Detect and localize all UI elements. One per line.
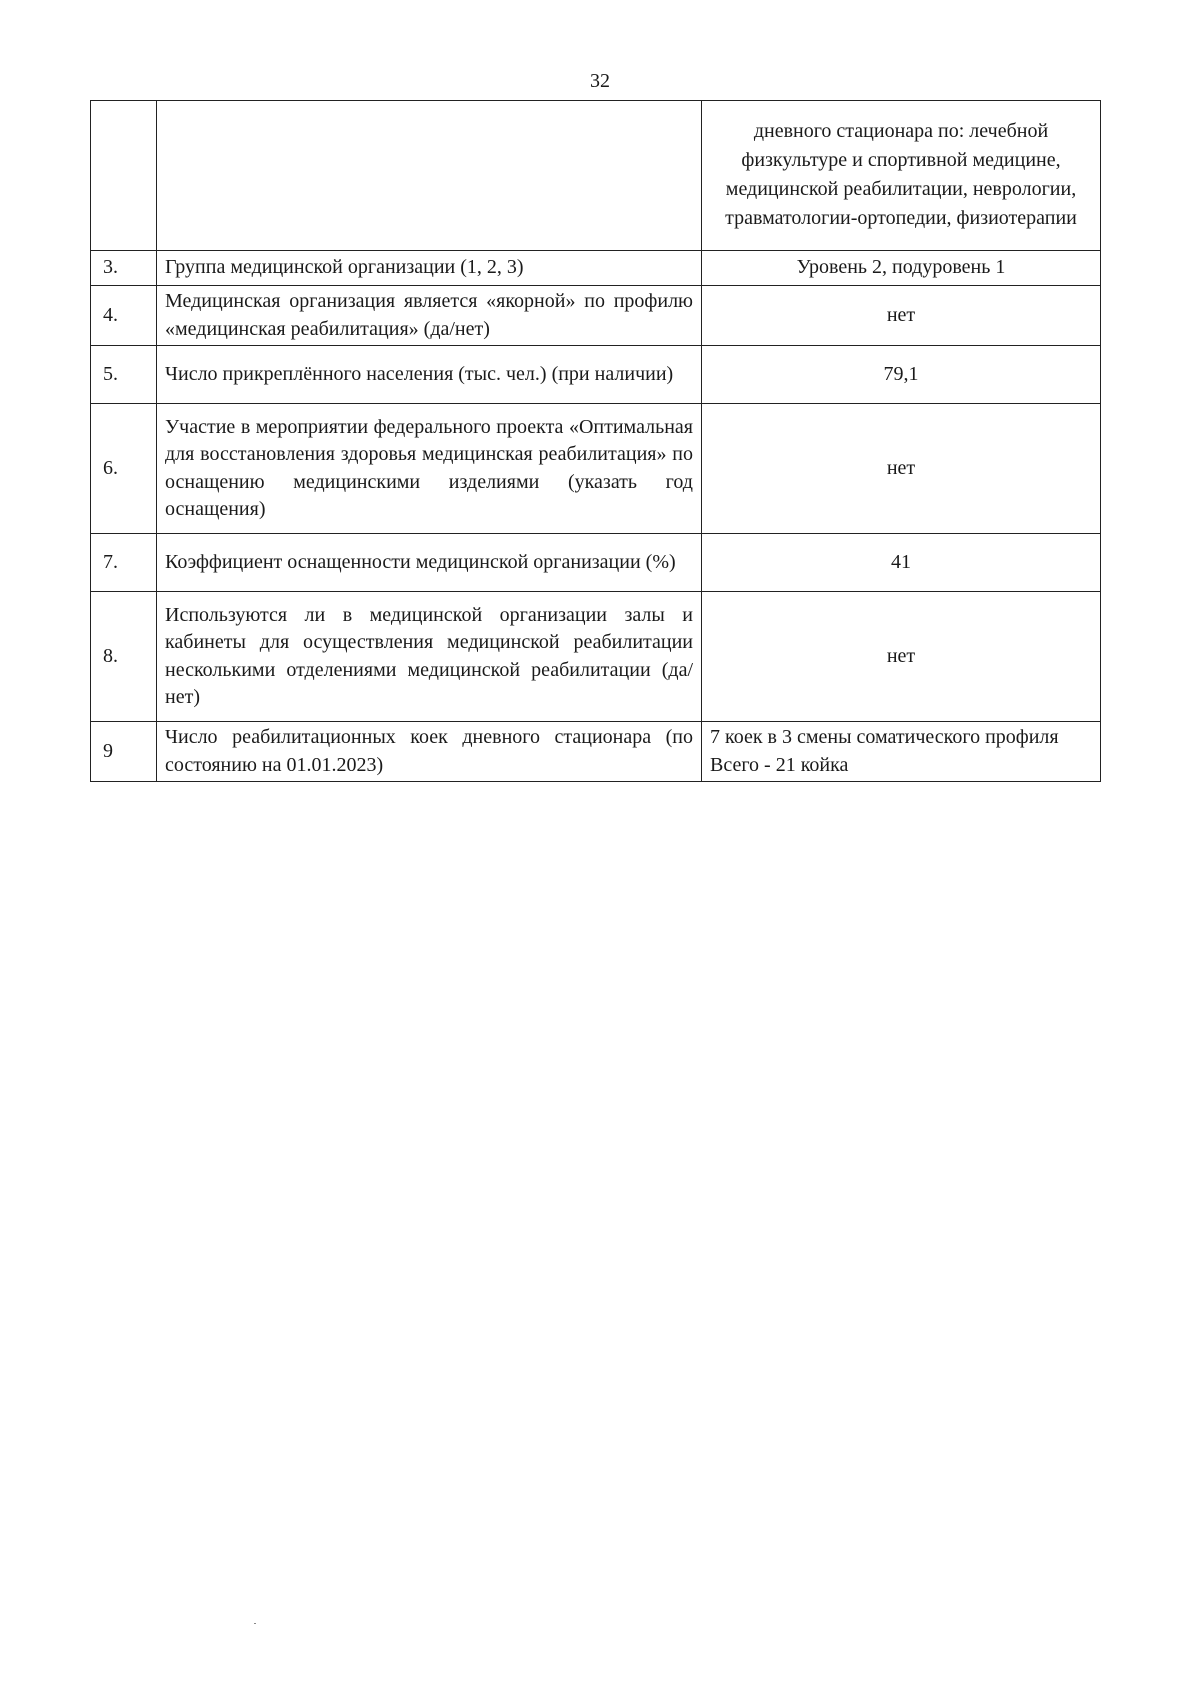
table-row-8: [91, 592, 1101, 722]
row-number-cell: 8.: [91, 592, 157, 722]
parameter-cell: Используются ли в медицинской организации залы и кабинеты для осуществления медицинской реабилитации несколькими отделениями медицинской реабилитации (да/нет): [157, 592, 702, 722]
parameter-cell: Коэффициент оснащенности медицинской организации (%): [157, 534, 702, 592]
value-cell: 41: [702, 534, 1101, 592]
page-number: 32: [590, 70, 610, 92]
value-cell: дневного стационара по: лечебной физкультуре и спортивной медицине, медицинской реабилитации, неврологии, травматологии-ортопедии, физиотерапии: [702, 101, 1101, 251]
value-cell: 7 коек в 3 смены соматического профиля Всего - 21 койка: [702, 722, 1101, 782]
row-number-cell: 3.: [91, 251, 157, 286]
value-cell: 79,1: [702, 346, 1101, 404]
rehabilitation-info-table: [90, 100, 1101, 782]
table-row-9: [91, 722, 1101, 782]
document-table-container: [90, 100, 1100, 782]
table-row-4: [91, 286, 1101, 346]
parameter-cell: [157, 101, 702, 251]
table-row-6: [91, 404, 1101, 534]
value-cell: нет: [702, 286, 1101, 346]
value-cell: нет: [702, 592, 1101, 722]
table-row-7: [91, 534, 1101, 592]
parameter-cell: Группа медицинской организации (1, 2, 3): [157, 251, 702, 286]
row-number-cell: [91, 101, 157, 251]
row-number-cell: 5.: [91, 346, 157, 404]
value-cell: нет: [702, 404, 1101, 534]
row-number-cell: 9: [91, 722, 157, 782]
parameter-cell: Медицинская организация является «якорной» по профилю «медицинская реабилитация» (да/нет): [157, 286, 702, 346]
parameter-cell: Число прикреплённого населения (тыс. чел.) (при наличии): [157, 346, 702, 404]
parameter-cell: Участие в мероприятии федерального проекта «Оптимальная для восстановления здоровья медицинская реабилитация» по оснащению медицинскими изделиями (указать год оснащения): [157, 404, 702, 534]
value-cell: Уровень 2, подуровень 1: [702, 251, 1101, 286]
scan-speck: [254, 1623, 256, 1624]
row-number-cell: 4.: [91, 286, 157, 346]
parameter-cell: Число реабилитационных коек дневного стационара (по состоянию на 01.01.2023): [157, 722, 702, 782]
table-row-5: [91, 346, 1101, 404]
row-number-cell: 7.: [91, 534, 157, 592]
table-row-3: [91, 251, 1101, 286]
table-row-continuation: [91, 101, 1101, 251]
row-number-cell: 6.: [91, 404, 157, 534]
